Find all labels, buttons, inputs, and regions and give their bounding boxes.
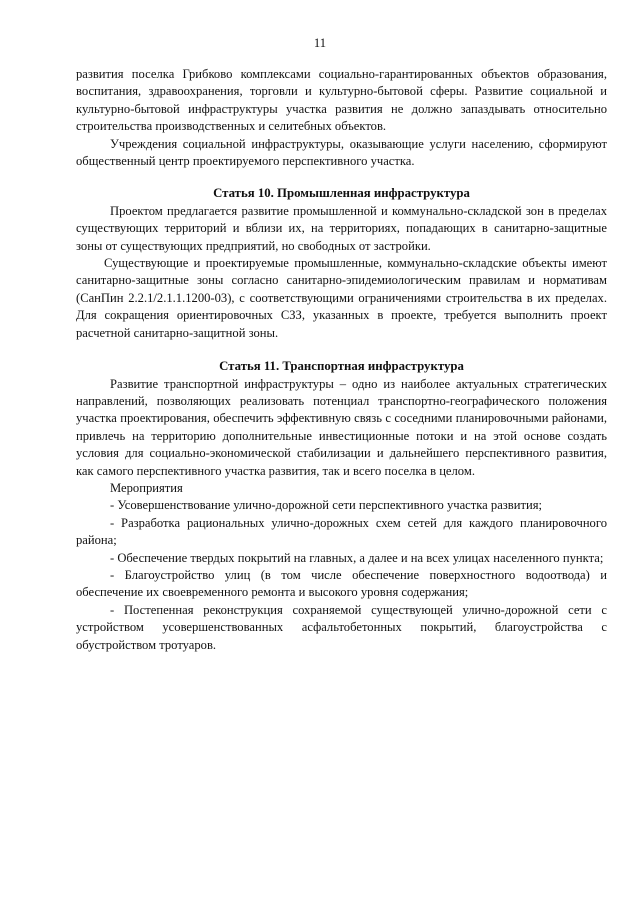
paragraph: Проектом предлагается развитие промышленной и коммунально-складской зон в пределах существующих территорий и вблизи их, на территориях, попадающих в санитарно-защитные зоны от существующих предприятий, но свободных от застройки.: [76, 203, 607, 253]
document-body: [76, 66, 607, 654]
measure-item: - Разработка рациональных улично-дорожных схем сетей для каждого планировочного района;: [76, 515, 607, 548]
paragraph: Учреждения социальной инфраструктуры, оказывающие услуги населению, сформируют общественный центр проектируемого перспективного участка.: [76, 136, 607, 169]
measure-item: - Обеспечение твердых покрытий на главных, а далее и на всех улицах населенного пункта;: [110, 550, 604, 565]
paragraph: Развитие транспортной инфраструктуры – одно из наиболее актуальных стратегических направлений, позволяющих реализовать потенциал транспортно-географического положения участка проектирования, обеспечить эффективную связь с соседними планировочными районами, привлечь на территорию дополнительные инвестиционные потоки и на этой основе создать условия для социально-экономической стабилизации и дальнейшего перспективного развития, как самого перспективного участка развития, так и всего поселка в целом.: [76, 376, 607, 478]
measures-label: Мероприятия: [110, 480, 183, 495]
measure-item: - Усовершенствование улично-дорожной сети перспективного участка развития;: [110, 498, 543, 513]
article-11-heading: Статья 11. Транспортная инфраструктура: [219, 359, 464, 374]
measure-item: - Постепенная реконструкция сохраняемой существующей улично-дорожной сети с устройством усовершенствованных асфальтобетонных покрытий, благоустройства с обустройством тротуаров.: [76, 602, 607, 652]
paragraph: развития поселка Грибково комплексами социально-гарантированных объектов образования, воспитания, здравоохранения, торговли и культурно-бытовой сферы. Развитие социальной и культурно-бытовой инфраструктуры участка развития не должно запаздывать относительно строительства производственных и селитебных объектов.: [76, 67, 607, 134]
article-10-heading: Статья 10. Промышленная инфраструктура: [213, 186, 470, 201]
measure-item: - Благоустройство улиц (в том числе обеспечение поверхностного водоотвода) и обеспечение их своевременного ремонта и высокого уровня содержания;: [76, 567, 607, 600]
page-number: 11: [313, 36, 327, 50]
paragraph: Существующие и проектируемые промышленные, коммунально-складские объекты имеют санитарно-защитные зоны согласно санитарно-эпидемиологическим правилам и нормативам (СанПин 2.2.1/2.1.1.1200-03), с соответствующими ограничениями строительства в их пределах. Для сокращения ориентировочных СЗЗ, указанных в проекте, требуется выполнить проект расчетной санитарно-защитной зоны.: [76, 256, 607, 340]
